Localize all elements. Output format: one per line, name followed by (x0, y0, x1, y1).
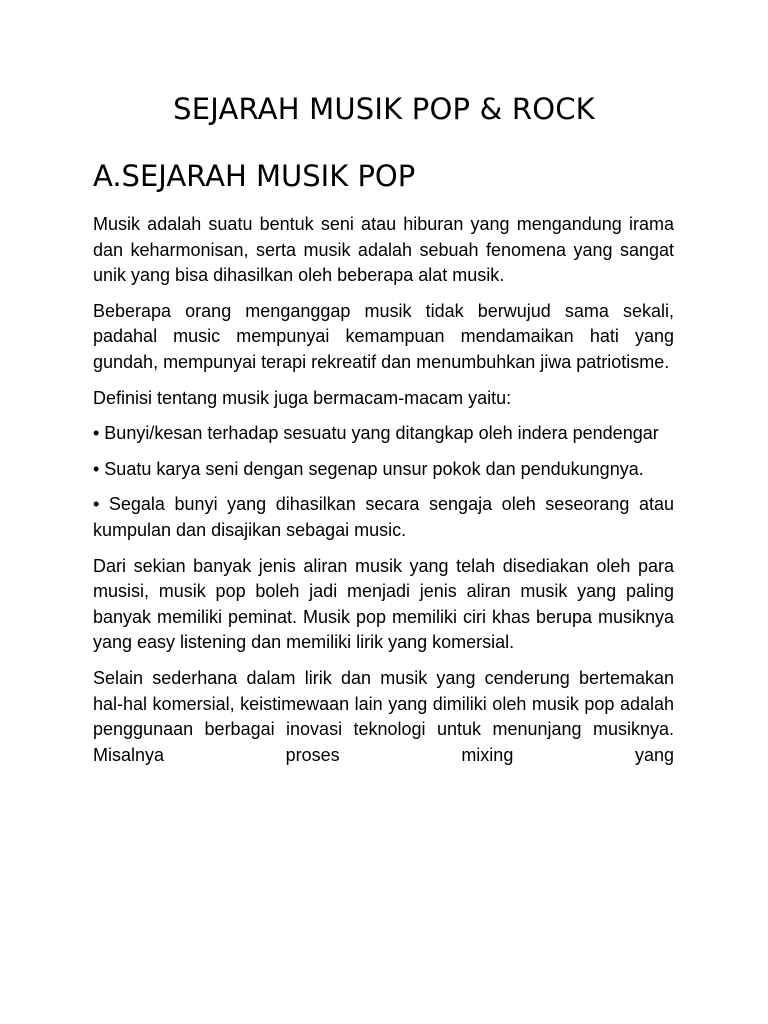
bullet-item: • Segala bunyi yang dihasilkan secara sengaja oleh seseorang atau kumpulan dan disajikan sebagai music. (93, 494, 674, 540)
paragraph-pop-technology: Selain sederhana dalam lirik dan musik yang cenderung bertemakan hal-hal komersial, keistimewaan lain yang dimiliki oleh musik pop adalah penggunaan berbagai inovasi teknologi untuk menunjang musiknya. Misalnya proses mixing yang (93, 667, 674, 765)
paragraph-definition: Musik adalah suatu bentuk seni atau hiburan yang mengandung irama dan keharmonisan, serta musik adalah sebuah fenomena yang sangat unik yang bisa dihasilkan oleh beberapa alat musik. (93, 214, 674, 286)
paragraph-definitions-intro: Definisi tentang musik juga bermacam-macam yaitu: (93, 387, 512, 408)
paragraph-opinions: Beberapa orang menganggap musik tidak berwujud sama sekali, padahal music mempunyai kemampuan mendamaikan hati yang gundah, mempunyai terapi rekreatif dan menumbuhkan jiwa patriotisme. (93, 300, 674, 372)
paragraph-pop-popularity: Dari sekian banyak jenis aliran musik yang telah disediakan oleh para musisi, musik pop boleh jadi menjadi jenis aliran musik yang paling banyak memiliki peminat. Musik pop memiliki ciri khas berupa musiknya yang easy listening dan memiliki lirik yang komersial. (93, 555, 674, 653)
bullet-item: • Suatu karya seni dengan segenap unsur pokok dan pendukungnya. (93, 458, 644, 479)
bullet-item: • Bunyi/kesan terhadap sesuatu yang ditangkap oleh indera pendengar (93, 423, 659, 444)
page-title: SEJARAH MUSIK POP & ROCK (173, 92, 595, 126)
document-body (93, 212, 674, 768)
section-heading: A.SEJARAH MUSIK POP (93, 159, 416, 193)
